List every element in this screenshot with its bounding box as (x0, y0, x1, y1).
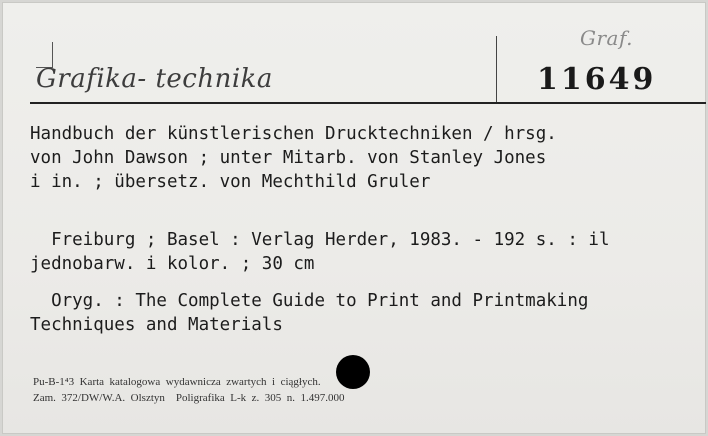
title-line: von John Dawson ; unter Mitarb. von Stanley Jones (30, 148, 547, 168)
title-line: i in. ; übersetz. von Mechthild Gruler (30, 172, 431, 192)
printer-imprint-line-1: Pu-B-1⁴3 Karta katalogowa wydawnicza zwartych i ciągłych. (33, 376, 321, 388)
header-divider-horizontal (30, 102, 706, 104)
imprint-line: jednobarw. i kolor. ; 30 cm (30, 254, 315, 274)
subject-heading-handwritten: Grafika- technika (36, 64, 273, 94)
tag-handwritten: Graf. (580, 26, 634, 50)
punch-hole (336, 355, 370, 389)
catalog-card (2, 2, 706, 434)
original-title-line: Techniques and Materials (30, 315, 283, 335)
imprint-line: Freiburg ; Basel : Verlag Herder, 1983. - 192 s. : il (30, 230, 610, 250)
imprint-statement (30, 228, 609, 276)
title-statement (30, 122, 557, 194)
original-title-line: Oryg. : The Complete Guide to Print and Printmaking (30, 291, 589, 311)
title-line: Handbuch der künstlerischen Drucktechniken / hrsg. (30, 124, 557, 144)
header-divider-vertical (496, 36, 497, 104)
original-title-note (30, 289, 588, 337)
card-number: 11649 (537, 62, 657, 97)
printer-imprint-line-2: Zam. 372/DW/W.A. Olsztyn Poligrafika L-k z. 305 n. 1.497.000 (33, 392, 345, 404)
